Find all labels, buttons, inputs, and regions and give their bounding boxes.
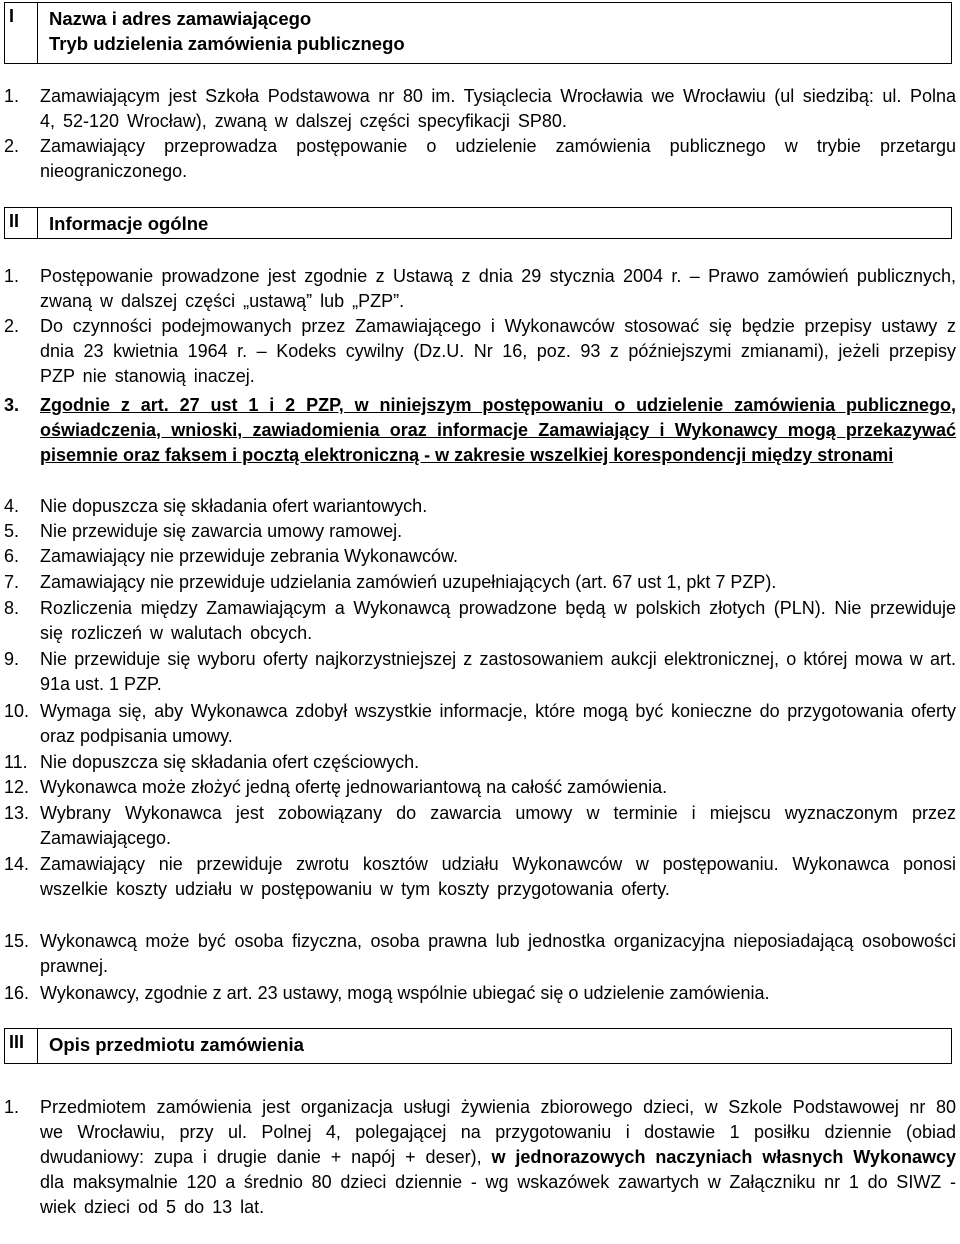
section-number: II <box>5 208 38 238</box>
item-text: Wykonawca może złożyć jedną ofertę jednowariantową na całość zamówienia. <box>40 777 668 797</box>
item-text: Wykonawcą może być osoba fizyczna, osoba prawna lub jednostka organizacyjna nieposiadającą osobowości prawnej. <box>40 931 956 976</box>
list-item <box>4 570 956 595</box>
item-text: Zamawiającym jest Szkoła Podstawowa nr 80 im. Tysiąclecia Wrocławia we Wrocławiu (ul siedzibą: ul. Polna 4, 52-120 Wrocław), zwaną w dalszej części specyfikacji SP80. <box>40 86 956 131</box>
item-number: 7. <box>4 572 20 592</box>
item-text: Nie przewiduje się wyboru oferty najkorzystniejszej z zastosowaniem aukcji elektronicznej, o której mowa w art. 91a ust. 1 PZP. <box>40 649 956 694</box>
list-item <box>4 775 956 800</box>
item-number: 11. <box>4 752 28 772</box>
list-item <box>4 1095 956 1220</box>
item-text: Zamawiający nie przewiduje udzielania zamówień uzupełniających (art. 67 ust 1, pkt 7 PZP). <box>40 572 777 592</box>
item-number: 2. <box>4 136 20 156</box>
list-item <box>4 981 956 1006</box>
list-item <box>4 519 956 544</box>
list-item <box>4 852 956 902</box>
list-item <box>4 929 956 979</box>
item-text: Zamawiający nie przewiduje zwrotu kosztów udziału Wykonawców w postępowaniu. Wykonawca ponosi wszelkie koszty udziału w postępowaniu w tym koszty przygotowania oferty. <box>40 854 956 899</box>
item-number: 4. <box>4 496 20 516</box>
list-item <box>4 84 956 134</box>
item-number: 14. <box>4 854 30 874</box>
item-text: Postępowanie prowadzone jest zgodnie z Ustawą z dnia 29 stycznia 2004 r. – Prawo zamówień publicznych, zwaną w dalszej części „ustawą” lub „PZP”. <box>40 266 956 311</box>
item-text-part-2: dla maksymalnie 120 a średnio 80 dzieci dziennie - wg wskazówek zawartych w Załączniku nr 1 do SIWZ - wiek dzieci od 5 do 13 lat. <box>40 1172 956 1217</box>
section-header-1 <box>4 2 952 64</box>
item-text: Rozliczenia między Zamawiającym a Wykonawcą prowadzone będą w polskich złotych (PLN). Nie przewiduje się rozliczeń w walutach obcych. <box>40 598 956 643</box>
section-title-line-2: Tryb udzielenia zamówienia publicznego <box>49 33 405 54</box>
item-number: 5. <box>4 521 20 541</box>
list-item <box>4 544 956 569</box>
item-text: Nie przewiduje się zawarcia umowy ramowej. <box>40 521 403 541</box>
item-text: Wybrany Wykonawca jest zobowiązany do zawarcia umowy w terminie i miejscu wyznaczonym przez Zamawiającego. <box>40 803 956 848</box>
list-item <box>4 801 956 851</box>
item-number: 13. <box>4 803 30 823</box>
item-text: Nie dopuszcza się składania ofert wariantowych. <box>40 496 428 516</box>
section-number: III <box>5 1029 38 1063</box>
item-text: Nie dopuszcza się składania ofert częściowych. <box>40 752 420 772</box>
item-number: 8. <box>4 598 20 618</box>
item-text-bold: w jednorazowych naczyniach własnych Wykonawcy <box>491 1147 956 1167</box>
item-number: 6. <box>4 546 20 566</box>
section-number: I <box>5 3 38 63</box>
item-number: 16. <box>4 983 30 1003</box>
section-title <box>49 6 405 56</box>
item-text-part-1: Przedmiotem zamówienia jest organizacja usługi żywienia zbiorowego dzieci, w Szkole Podstawowej nr 80 we Wrocławiu, przy ul. Polnej 4, polegającej na przygotowaniu i dostawie 1 posiłku dziennie (obiad dwudaniowy: zupa i drugie danie + napój + deser), <box>40 1097 956 1167</box>
item-text: Zamawiający nie przewiduje zebrania Wykonawców. <box>40 546 459 566</box>
section-header-3 <box>4 1028 952 1064</box>
list-item <box>4 750 956 775</box>
item-number: 15. <box>4 931 30 951</box>
section-title-line-1: Nazwa i adres zamawiającego <box>49 8 312 29</box>
list-item <box>4 647 956 697</box>
list-item <box>4 699 956 749</box>
item-text: Zamawiający przeprowadza postępowanie o udzielenie zamówienia publicznego w trybie przetargu nieograniczonego. <box>40 136 956 181</box>
item-number: 12. <box>4 777 30 797</box>
item-text: Wymaga się, aby Wykonawca zdobył wszystkie informacje, które mogą być konieczne do przygotowania oferty oraz podpisania umowy. <box>40 701 956 746</box>
item-text <box>40 1095 956 1220</box>
list-item <box>4 134 956 184</box>
item-text: Do czynności podejmowanych przez Zamawiającego i Wykonawców stosować się będzie przepisy ustawy z dnia 23 kwietnia 1964 r. – Kodeks cywilny (Dz.U. Nr 16, poz. 93 z późniejszymi zmianami), jeżeli przepisy PZP nie stanowią inaczej. <box>40 316 956 386</box>
item-number: 1. <box>4 1097 20 1117</box>
item-number: 2. <box>4 316 20 336</box>
section-title: Informacje ogólne <box>49 213 209 234</box>
item-number: 9. <box>4 649 20 669</box>
item-number: 1. <box>4 86 20 106</box>
item-text: Zgodnie z art. 27 ust 1 i 2 PZP, w niniejszym postępowaniu o udzielenie zamówienia publicznego, oświadczenia, wnioski, zawiadomienia oraz informacje Zamawiający i Wykonawcy mogą przekazywać pisemnie oraz faksem i pocztą elektroniczną - w zakresie wszelkiej korespondencji między stronami <box>40 395 956 465</box>
item-number: 1. <box>4 266 20 286</box>
list-item <box>4 264 956 314</box>
item-text: Wykonawcy, zgodnie z art. 23 ustawy, mogą wspólnie ubiegać się o udzielenie zamówienia. <box>40 983 770 1003</box>
item-number: 10. <box>4 701 30 721</box>
section-header-2 <box>4 207 952 239</box>
list-item <box>4 494 956 519</box>
section-title: Opis przedmiotu zamówienia <box>49 1034 304 1055</box>
list-item <box>4 314 956 389</box>
list-item <box>4 393 956 468</box>
list-item <box>4 596 956 646</box>
item-number: 3. <box>4 395 20 415</box>
